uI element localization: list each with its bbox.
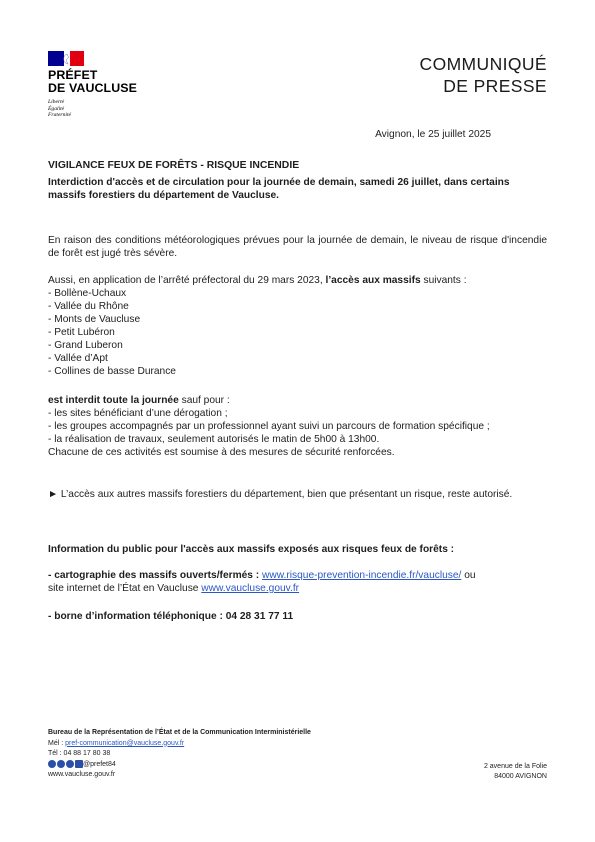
- address-line1: 2 avenue de la Folie: [483, 763, 547, 770]
- list-item: - les groupes accompagnés par un professionnel ayant suivi un parcours de formation spécifique ;: [48, 421, 490, 432]
- motto-egalite: Égalité: [48, 105, 65, 112]
- marianne-flag-icon: [48, 51, 84, 66]
- map-label: - cartographie des massifs ouverts/fermés :: [48, 570, 260, 581]
- release-date: Avignon, le 25 juillet 2025: [375, 129, 491, 140]
- document-type: [420, 53, 547, 97]
- decree-sentence: [48, 274, 547, 287]
- forbidden-suffix: sauf pour :: [178, 395, 230, 406]
- republic-motto: [48, 99, 158, 119]
- map-or: ou: [461, 570, 476, 581]
- list-item: - Vallée du Rhône: [48, 301, 129, 312]
- list-item: - Monts de Vaucluse: [48, 314, 141, 325]
- linkedin-icon[interactable]: [75, 760, 83, 768]
- twitter-icon[interactable]: [48, 760, 56, 768]
- motto-liberte: Liberté: [48, 99, 65, 105]
- prefecture-line2: DE VAUCLUSE: [48, 81, 137, 95]
- exceptions-section: [48, 394, 547, 459]
- document-type-line1: COMMUNIQUÉ: [419, 54, 547, 74]
- prefecture-line1: PRÉFET: [48, 68, 98, 82]
- footer-social: [48, 760, 311, 771]
- mail-label: Mél :: [48, 739, 66, 747]
- decree-bold: l’accès aux massifs: [325, 275, 421, 286]
- page-title: VIGILANCE FEUX DE FORÊTS - RISQUE INCENDIE: [48, 160, 300, 171]
- social-handle: @prefet84: [83, 760, 116, 768]
- footer-website[interactable]: www.vaucluse.gouv.fr: [48, 771, 116, 778]
- document-type-line2: DE PRESSE: [443, 76, 547, 96]
- other-access-paragraph: ► L’accès aux autres massifs forestiers du département, bien que présentant un risque, reste autorisé.: [48, 489, 513, 500]
- decree-prefix: Aussi, en application de l’arrêté préfectoral du 29 mars 2023,: [48, 275, 326, 286]
- intro-paragraph: En raison des conditions météorologiques prévues pour la journée de demain, le niveau de risque d'incendie de forêt est jugé très sévère.: [48, 235, 547, 259]
- list-item: - Collines de basse Durance: [48, 366, 176, 377]
- site-link[interactable]: www.vaucluse.gouv.fr: [201, 583, 300, 594]
- instagram-icon[interactable]: [66, 760, 74, 768]
- footer-office: Bureau de la Représentation de l’État et de la Communication Interministérielle: [48, 729, 311, 736]
- prefecture-name: [48, 69, 158, 95]
- map-link[interactable]: www.risque-prevention-incendie.fr/vaucluse/: [262, 570, 462, 581]
- mail-link[interactable]: pref-communication@vaucluse.gouv.fr: [65, 739, 185, 747]
- info-heading: Information du public pour l'accès aux massifs exposés aux risques feux de forêts :: [48, 544, 455, 555]
- footer-address: [484, 762, 547, 782]
- facebook-icon[interactable]: [57, 760, 65, 768]
- list-item: - la réalisation de travaux, seulement autorisés le matin de 5h00 à 13h00.: [48, 434, 380, 445]
- prefecture-logo: [48, 51, 158, 119]
- security-note: Chacune de ces activités est soumise à des mesures de sécurité renforcées.: [48, 447, 395, 458]
- list-item: - les sites bénéficiant d’une dérogation ;: [48, 408, 228, 419]
- list-item: - Vallée d’Apt: [48, 353, 108, 364]
- address-line2: 84000 AVIGNON: [494, 773, 547, 780]
- list-item: - Petit Lubéron: [48, 327, 115, 338]
- decree-section: [48, 274, 547, 378]
- footer-mail-line: [48, 739, 311, 750]
- social-icons: [48, 760, 83, 768]
- footer-tel: Tél : 04 88 17 80 38: [48, 750, 111, 757]
- decree-suffix: suivants :: [420, 275, 467, 286]
- list-item: - Bollène-Uchaux: [48, 288, 127, 299]
- map-line: [48, 569, 547, 582]
- motto-fraternite: Fraternité: [48, 112, 71, 118]
- list-item: - Grand Luberon: [48, 340, 123, 351]
- phone-line: - borne d’information téléphonique : 04 28 31 77 11: [48, 611, 294, 622]
- site-line: [48, 582, 547, 595]
- footer: [48, 728, 311, 781]
- forbidden-sentence: [48, 394, 547, 407]
- info-links: [48, 569, 547, 595]
- forbidden-bold: est interdit toute la journée: [48, 395, 179, 406]
- site-text: site internet de l’État en Vaucluse: [48, 583, 202, 594]
- page-subtitle: Interdiction d'accès et de circulation pour la journée de demain, samedi 26 juillet, dans certains massifs forestiers du département de Vaucluse.: [48, 177, 510, 201]
